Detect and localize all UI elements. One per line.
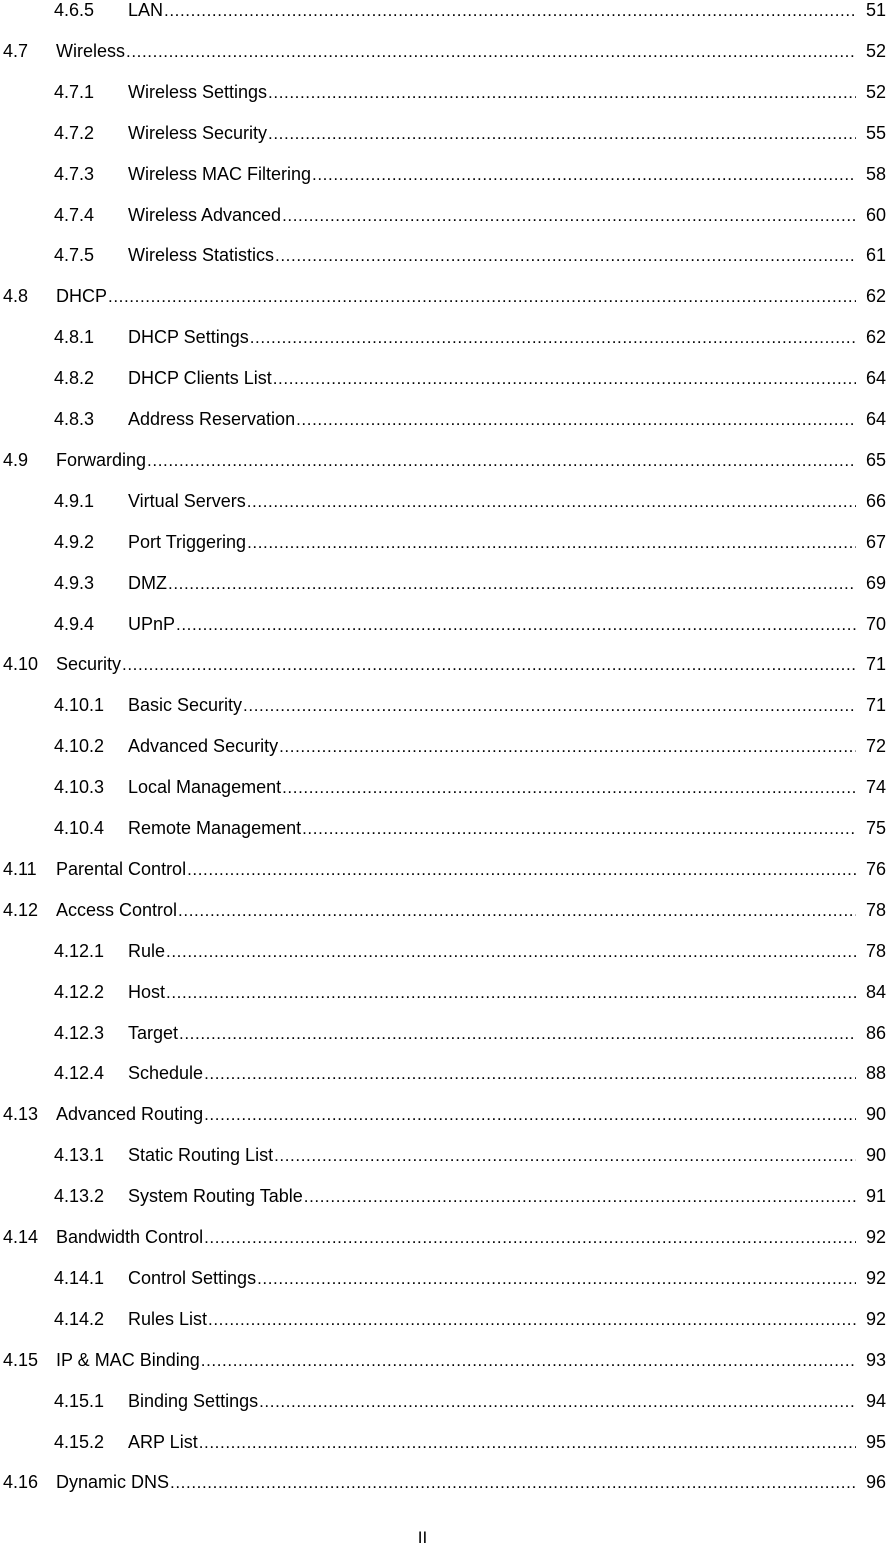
toc-entry-page-number: 75 [863,815,886,841]
toc-entry-number: 4.8.3 [54,409,95,429]
toc-subsection-entry[interactable] [0,611,890,637]
toc-dot-leader [179,1021,856,1047]
toc-entry-page-number: 64 [863,365,886,391]
toc-entry-page-number: 78 [863,938,886,964]
toc-dot-leader [122,652,856,678]
toc-entry-page-number: 52 [863,38,886,64]
toc-entry-title: Advanced Security [128,736,279,757]
toc-dot-leader [170,1470,856,1496]
toc-entry-page-number: 84 [863,979,886,1005]
toc-entry-number: 4.7.2 [54,122,95,143]
toc-dot-leader [168,571,856,597]
toc-subsection-entry[interactable] [0,1060,890,1086]
toc-entry-page-number: 92 [863,1265,886,1291]
toc-entry-title: Local Management [128,777,282,798]
toc-entry-title: Virtual Servers [128,490,246,511]
toc-section-entry[interactable] [0,1101,890,1127]
toc-subsection-entry[interactable] [0,1183,890,1209]
toc-entry-title: Wireless Statistics [128,245,275,266]
toc-dot-leader [247,489,856,515]
toc-entry-number: 4.9.1 [54,490,95,511]
footer-page-number: II [417,1528,428,1547]
toc-dot-leader [208,1307,856,1333]
toc-entry-title: DMZ [128,572,167,593]
toc-entry-number: 4.11 [3,858,37,879]
toc-entry-title: LAN [128,0,164,20]
toc-entry-page-number: 93 [863,1347,886,1373]
toc-dot-leader [259,1389,856,1415]
toc-entry-page-number: 65 [863,447,886,473]
toc-entry-page-number: 60 [863,202,886,228]
toc-section-entry[interactable] [0,283,890,309]
toc-entry-page-number: 90 [863,1142,886,1168]
toc-dot-leader [126,39,856,65]
toc-dot-leader [312,162,856,188]
toc-entry-page-number: 92 [863,1306,886,1332]
toc-subsection-entry[interactable] [0,324,890,350]
toc-entry-title: Rule [128,940,166,961]
toc-entry-number: 4.8 [3,286,29,307]
toc-dot-leader [204,1102,856,1128]
toc-dot-leader [166,939,856,965]
toc-subsection-entry[interactable] [0,1142,890,1168]
toc-entry-title: Wireless Security [128,122,268,143]
toc-dot-leader [176,612,856,638]
toc-entry-number: 4.12 [3,899,39,920]
toc-entry-title: IP & MAC Binding [56,1349,200,1370]
toc-entry-number: 4.12.1 [54,940,105,961]
toc-entry-title: Address Reservation [128,409,296,429]
toc-dot-leader [273,366,856,392]
toc-subsection-entry[interactable] [0,161,890,187]
toc-subsection-entry[interactable] [0,0,890,23]
toc-entry-title: Wireless [56,40,126,61]
toc-entry-page-number: 61 [863,242,886,268]
toc-entry-number: 4.9.3 [54,572,95,593]
toc-entry-page-number: 67 [863,529,886,555]
toc-entry-title: Rules List [128,1308,208,1329]
toc-entry-number: 4.14.2 [54,1308,105,1329]
toc-entry-page-number: 55 [863,120,886,146]
toc-section-entry[interactable] [0,897,890,923]
toc-entry-number: 4.16 [3,1472,39,1493]
toc-entry-title: Wireless MAC Filtering [128,163,312,184]
toc-entry-page-number: 70 [863,611,886,637]
toc-entry-number: 4.7.4 [54,204,95,225]
toc-dot-leader [257,1266,856,1292]
toc-entry-title: Dynamic DNS [56,1472,170,1493]
toc-entry-page-number: 76 [863,856,886,882]
toc-subsection-entry[interactable] [0,774,890,800]
toc-entry-page-number: 51 [863,0,886,23]
toc-entry-number: 4.14 [3,1227,39,1247]
toc-dot-leader [304,1184,856,1210]
toc-entry-number: 4.8.1 [54,327,95,348]
toc-entry-page-number: 88 [863,1060,886,1086]
toc-entry-page-number: 94 [863,1388,886,1414]
toc-dot-leader [247,530,856,556]
toc-subsection-entry[interactable] [0,1265,890,1291]
toc-subsection-entry[interactable] [0,529,890,555]
toc-entry-title: Control Settings [128,1267,257,1288]
toc-dot-leader [250,325,856,351]
toc-entry-page-number: 90 [863,1101,886,1127]
toc-entry-title: Static Routing List [128,1145,274,1166]
toc-subsection-entry[interactable] [0,1020,890,1046]
toc-entry-number: 4.12.4 [54,1063,105,1084]
toc-entry-page-number: 64 [863,406,886,432]
toc-entry-number: 4.13.2 [54,1186,105,1207]
toc-entry-number: 4.10 [3,654,39,675]
toc-entry-page-number: 66 [863,488,886,514]
toc-entry-number: 4.10.4 [54,818,105,838]
toc-entry-page-number: 95 [863,1429,886,1455]
toc-dot-leader [166,980,856,1006]
toc-entry-page-number: 96 [863,1469,886,1495]
toc-section-entry[interactable] [0,856,890,882]
toc-dot-leader [282,775,856,801]
toc-entry-page-number: 71 [863,651,886,677]
toc-dot-leader [243,693,856,719]
toc-section-entry[interactable] [0,1469,890,1495]
toc-dot-leader [108,284,856,310]
toc-section-entry[interactable] [0,447,890,473]
toc-entry-title: Wireless Advanced [128,204,282,225]
toc-subsection-entry[interactable] [0,733,890,759]
toc-entry-number: 4.9.4 [54,613,95,634]
toc-entry-page-number: 62 [863,324,886,350]
toc-entry-number: 4.12.3 [54,1022,105,1043]
toc-entry-page-number: 58 [863,161,886,187]
toc-entry-number: 4.13 [3,1104,39,1125]
toc-subsection-entry[interactable] [0,488,890,514]
toc-dot-leader [275,243,856,269]
toc-entry-number: 4.15 [3,1349,39,1370]
toc-subsection-entry[interactable] [0,979,890,1005]
toc-subsection-entry[interactable] [0,1306,890,1332]
toc-subsection-entry[interactable] [0,202,890,228]
toc-section-entry[interactable] [0,1224,890,1250]
toc-subsection-entry[interactable] [0,406,890,432]
toc-section-entry[interactable] [0,651,890,677]
toc-subsection-entry[interactable] [0,938,890,964]
toc-dot-leader [302,816,856,842]
toc-entry-title: DHCP Settings [128,327,249,348]
toc-entry-title: Forwarding [56,449,147,470]
toc-dot-leader [187,857,856,883]
toc-entry-page-number: 78 [863,897,886,923]
toc-entry-number: 4.15.1 [54,1390,105,1411]
toc-entry-title: DHCP Clients List [128,368,272,389]
toc-entry-number: 4.10.2 [54,736,105,757]
toc-entry-title: Binding Settings [128,1390,259,1411]
toc-dot-leader [274,1143,856,1169]
toc-entry-number: 4.9 [3,449,29,470]
toc-entry-page-number: 92 [863,1224,886,1250]
toc-dot-leader [282,203,856,229]
toc-dot-leader [204,1225,856,1251]
toc-section-entry[interactable] [0,38,890,64]
toc-subsection-entry[interactable] [0,692,890,718]
toc-entry-number: 4.14.1 [54,1267,105,1288]
toc-entry-title: UPnP [128,613,176,634]
toc-subsection-entry[interactable] [0,242,890,268]
toc-entry-page-number: 52 [863,79,886,105]
toc-entry-number: 4.7 [3,40,29,61]
toc-entry-page-number: 71 [863,692,886,718]
toc-entry-title: Access Control [56,899,178,920]
toc-dot-leader [199,1430,856,1456]
toc-entry-page-number: 72 [863,733,886,759]
toc-entry-title: ARP List [128,1431,198,1452]
toc-entry-page-number: 91 [863,1183,886,1209]
toc-dot-leader [296,407,856,433]
toc-entry-title: Port Triggering [128,531,247,552]
toc-entry-page-number: 74 [863,774,886,800]
toc-entry-number: 4.10.3 [54,777,105,798]
toc-subsection-entry[interactable] [0,815,890,841]
toc-dot-leader [178,898,856,924]
toc-entry-number: 4.7.3 [54,163,95,184]
toc-entry-number: 4.13.1 [54,1145,105,1166]
toc-dot-leader [164,0,856,24]
toc-entry-title: Remote Management [128,818,302,838]
toc-entry-title: Parental Control [56,858,187,879]
toc-subsection-entry[interactable] [0,79,890,105]
toc-entry-title: Schedule [128,1063,204,1084]
toc-subsection-entry[interactable] [0,120,890,146]
toc-entry-number: 4.9.2 [54,531,95,552]
toc-dot-leader [147,448,856,474]
toc-entry-number: 4.10.1 [54,695,105,716]
toc-entry-page-number: 62 [863,283,886,309]
toc-dot-leader [268,80,856,106]
toc-entry-page-number: 69 [863,570,886,596]
toc-entry-number: 4.12.2 [54,981,105,1002]
toc-entry-title: Basic Security [128,695,243,716]
toc-entry-number: 4.6.5 [54,0,95,20]
toc-entry-title: Wireless Settings [128,81,268,102]
toc-dot-leader [201,1348,856,1374]
toc-entry-number: 4.7.5 [54,245,95,266]
toc-section-entry[interactable] [0,1347,890,1373]
toc-entry-title: System Routing Table [128,1186,303,1207]
toc-entry-number: 4.7.1 [54,81,95,102]
toc-dot-leader [268,121,856,147]
toc-dot-leader [204,1061,856,1087]
toc-subsection-entry[interactable] [0,1429,890,1455]
toc-subsection-entry[interactable] [0,570,890,596]
toc-entry-title: DHCP [56,286,108,307]
toc-entry-title: Host [128,981,166,1002]
toc-entry-number: 4.8.2 [54,368,95,389]
toc-entry-title: Advanced Routing [56,1104,204,1125]
toc-dot-leader [279,734,856,760]
toc-entry-title: Target [128,1022,179,1043]
toc-subsection-entry[interactable] [0,365,890,391]
toc-entry-title: Bandwidth Control [56,1227,204,1247]
toc-entry-title: Security [56,654,122,675]
toc-entry-page-number: 86 [863,1020,886,1046]
toc-entry-number: 4.15.2 [54,1431,105,1452]
toc-subsection-entry[interactable] [0,1388,890,1414]
